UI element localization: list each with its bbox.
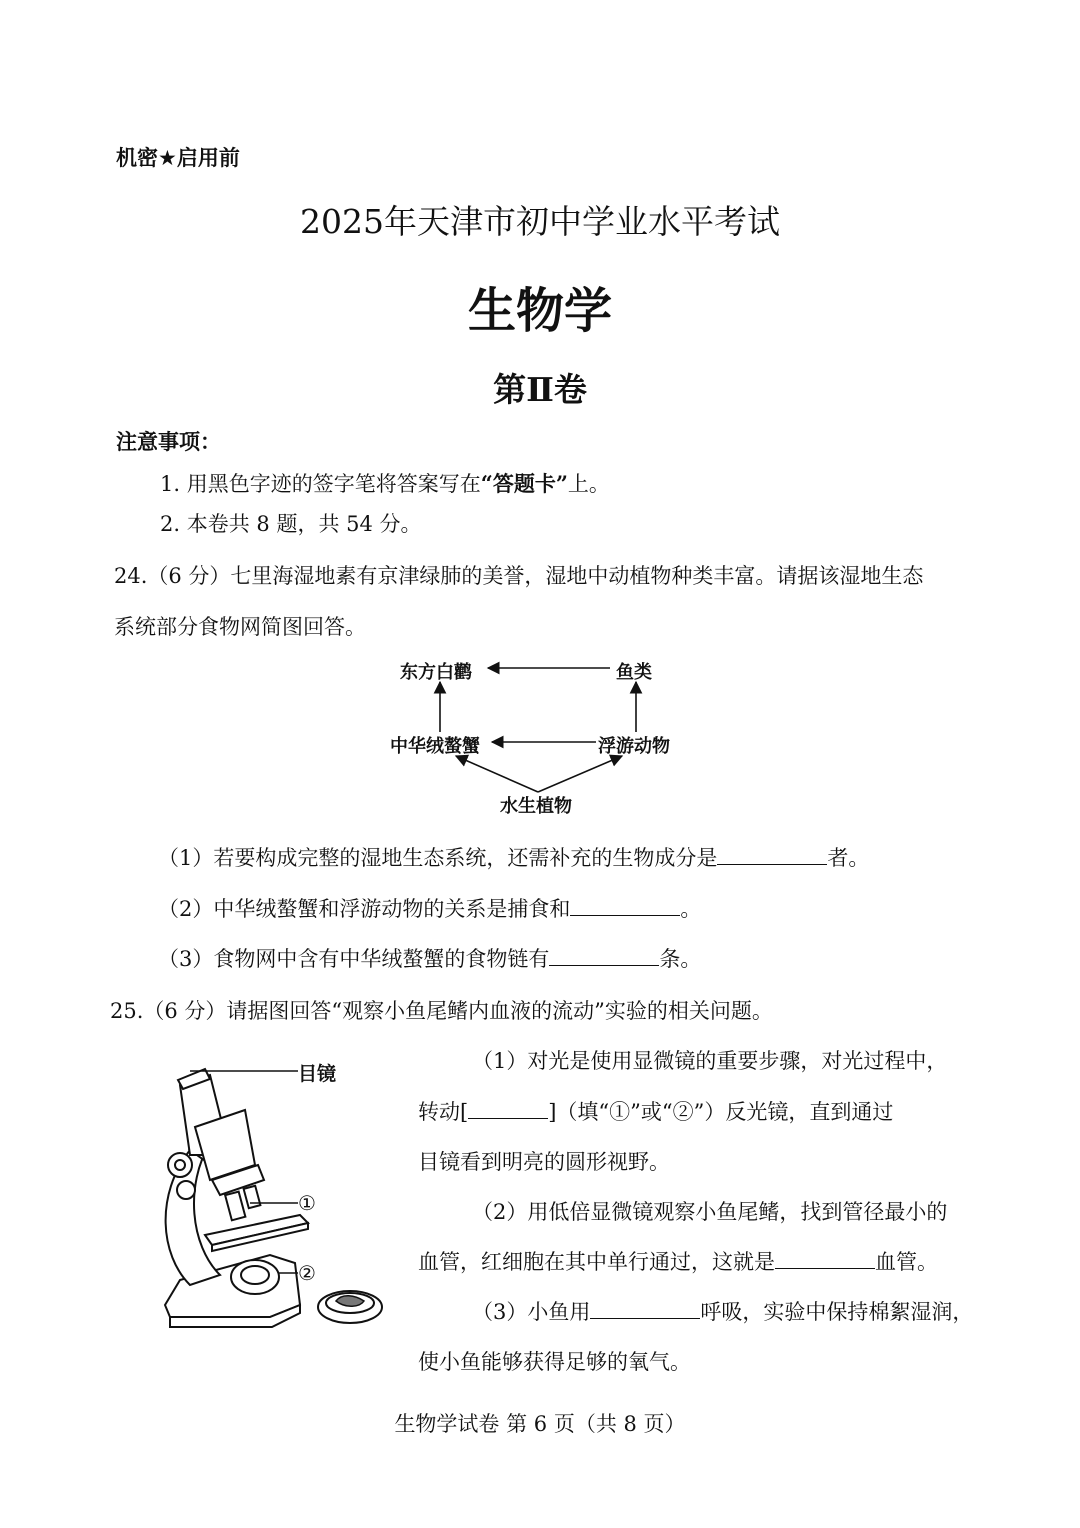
microscope-illustration — [150, 1055, 390, 1345]
node-mitten-crab: 中华绒螯蟹 — [390, 736, 480, 757]
answer-blank[interactable] — [468, 1096, 548, 1119]
q25-sub1-line3: 目镜看到明亮的圆形视野。 — [418, 1150, 670, 1174]
q25-sub3-line1: （3）小鱼用 呼吸，实验中保持棉絮湿润， — [472, 1296, 973, 1326]
label-eyepiece: 目镜 — [298, 1063, 337, 1085]
q25-sub3-line2: 使小鱼能够获得足够的氧气。 — [418, 1350, 691, 1374]
volume-title: 第Ⅱ卷 — [493, 370, 587, 409]
q24-sub3: （3）食物网中含有中华绒螯蟹的食物链有 条。 — [158, 943, 701, 973]
notice-heading: 注意事项： — [116, 430, 221, 454]
label-two: ② — [298, 1261, 316, 1285]
q24-stem-line2: 系统部分食物网简图回答。 — [114, 615, 366, 639]
label-one: ① — [298, 1191, 316, 1215]
q24-stem-line1: 24.（6 分）七里海湿地素有京津绿肺的美誉，湿地中动植物种类丰富。请据该湿地生态 — [114, 564, 924, 588]
q25-sub1-line1: （1）对光是使用显微镜的重要步骤，对光过程中， — [472, 1049, 948, 1073]
notice-item-2: 2. 本卷共 8 题，共 54 分。 — [160, 512, 422, 536]
arrow-plant-to-crab — [456, 756, 538, 792]
page-footer: 生物学试卷 第 6 页（共 8 页） — [394, 1412, 686, 1436]
arrow-plant-to-zooplankton — [538, 756, 622, 792]
answer-blank[interactable] — [775, 1246, 875, 1269]
notice-item-1: 1. 用黑色字迹的签字笔将答案写在“答题卡”上。 — [160, 471, 610, 496]
answer-blank[interactable] — [570, 893, 680, 916]
q25-sub1-line2: 转动[ ]（填“①”或“②”）反光镜，直到通过 — [418, 1096, 893, 1126]
q24-sub2: （2）中华绒螯蟹和浮游动物的关系是捕食和 。 — [158, 893, 701, 923]
node-oriental-stork: 东方白鹳 — [400, 662, 472, 683]
node-aquatic-plant: 水生植物 — [500, 796, 572, 817]
q24-sub1: （1）若要构成完整的湿地生态系统，还需补充的生物成分是 者。 — [158, 842, 869, 872]
answer-blank[interactable] — [717, 842, 827, 865]
answer-blank[interactable] — [549, 943, 659, 966]
subject-title: 生物学 — [467, 283, 612, 339]
microscope-figure — [150, 1055, 390, 1345]
node-fish: 鱼类 — [616, 662, 652, 683]
exam-title: 2025年天津市初中学业水平考试 — [300, 202, 780, 241]
q25-stem: 25.（6 分）请据图回答“观察小鱼尾鳍内血液的流动”实验的相关问题。 — [110, 999, 773, 1023]
confidential-mark: 机密★启用前 — [116, 146, 240, 170]
q25-sub2-line1: （2）用低倍显微镜观察小鱼尾鳍，找到管径最小的 — [472, 1200, 948, 1224]
answer-blank[interactable] — [590, 1296, 700, 1319]
node-zooplankton: 浮游动物 — [598, 736, 670, 757]
food-web-diagram — [380, 650, 700, 820]
q25-sub2-line2: 血管，红细胞在其中单行通过，这就是 血管。 — [418, 1246, 938, 1276]
